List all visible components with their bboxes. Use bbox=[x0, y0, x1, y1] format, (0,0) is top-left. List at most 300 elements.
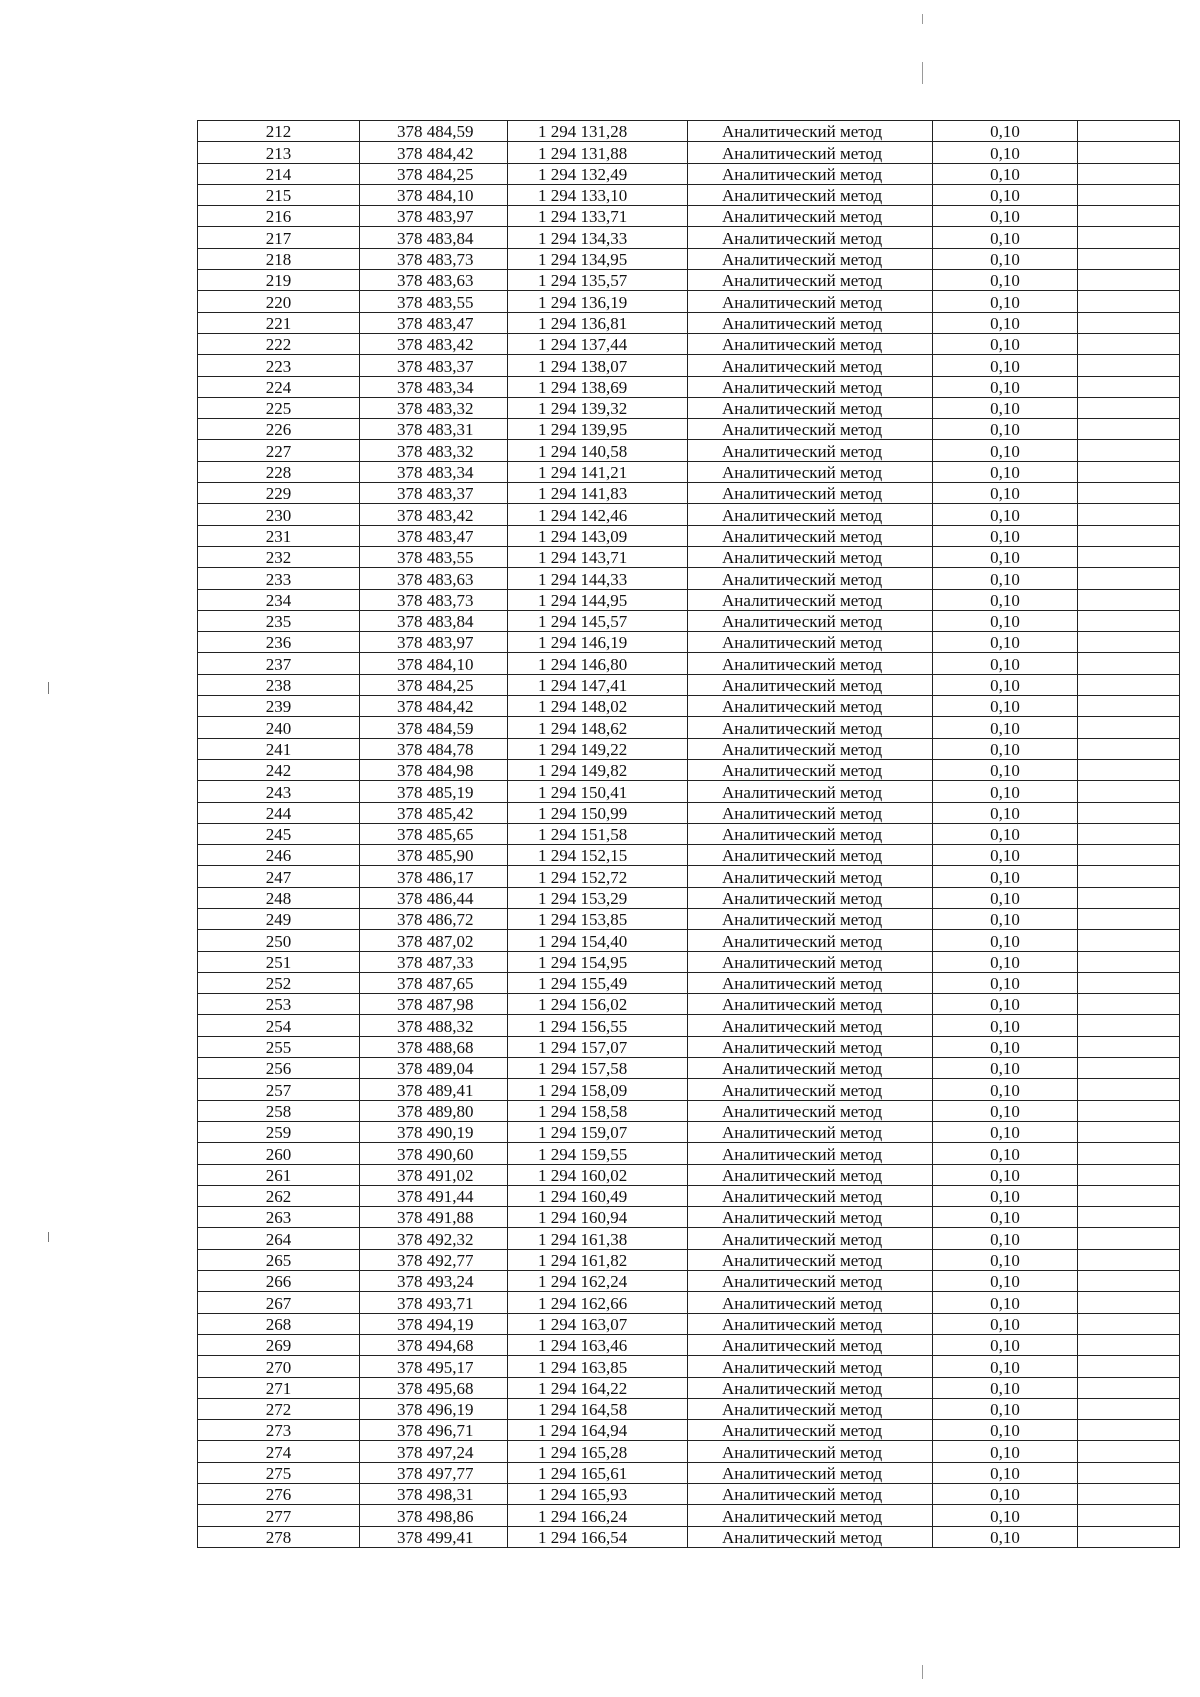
table-row bbox=[198, 781, 1180, 802]
method-cell: Аналитический метод bbox=[688, 802, 933, 823]
empty-cell bbox=[1078, 1398, 1180, 1419]
point-number-cell: 233 bbox=[198, 568, 360, 589]
empty-cell bbox=[1078, 674, 1180, 695]
point-number-cell: 259 bbox=[198, 1121, 360, 1142]
error-cell: 0,10 bbox=[933, 1313, 1078, 1334]
method-cell: Аналитический метод bbox=[688, 674, 933, 695]
method-cell: Аналитический метод bbox=[688, 1164, 933, 1185]
method-cell: Аналитический метод bbox=[688, 1121, 933, 1142]
x-coordinate-cell: 378 483,55 bbox=[360, 291, 508, 312]
empty-cell bbox=[1078, 1058, 1180, 1079]
y-coordinate-cell: 1 294 156,02 bbox=[508, 994, 688, 1015]
y-coordinate-cell: 1 294 133,10 bbox=[508, 184, 688, 205]
error-cell: 0,10 bbox=[933, 930, 1078, 951]
y-coordinate-cell: 1 294 131,88 bbox=[508, 142, 688, 163]
point-number-cell: 245 bbox=[198, 823, 360, 844]
point-number-cell: 275 bbox=[198, 1462, 360, 1483]
empty-cell bbox=[1078, 1185, 1180, 1206]
table-row bbox=[198, 312, 1180, 333]
x-coordinate-cell: 378 491,44 bbox=[360, 1185, 508, 1206]
y-coordinate-cell: 1 294 149,22 bbox=[508, 738, 688, 759]
empty-cell bbox=[1078, 1484, 1180, 1505]
x-coordinate-cell: 378 487,02 bbox=[360, 930, 508, 951]
error-cell: 0,10 bbox=[933, 738, 1078, 759]
x-coordinate-cell: 378 483,37 bbox=[360, 483, 508, 504]
method-cell: Аналитический метод bbox=[688, 1420, 933, 1441]
point-number-cell: 274 bbox=[198, 1441, 360, 1462]
method-cell: Аналитический метод bbox=[688, 546, 933, 567]
y-coordinate-cell: 1 294 152,15 bbox=[508, 845, 688, 866]
error-cell: 0,10 bbox=[933, 589, 1078, 610]
point-number-cell: 264 bbox=[198, 1228, 360, 1249]
point-number-cell: 235 bbox=[198, 610, 360, 631]
table-row bbox=[198, 759, 1180, 780]
x-coordinate-cell: 378 483,47 bbox=[360, 525, 508, 546]
error-cell: 0,10 bbox=[933, 696, 1078, 717]
method-cell: Аналитический метод bbox=[688, 866, 933, 887]
x-coordinate-cell: 378 496,71 bbox=[360, 1420, 508, 1441]
empty-cell bbox=[1078, 1356, 1180, 1377]
point-number-cell: 216 bbox=[198, 206, 360, 227]
method-cell: Аналитический метод bbox=[688, 206, 933, 227]
point-number-cell: 237 bbox=[198, 653, 360, 674]
table-row bbox=[198, 355, 1180, 376]
empty-cell bbox=[1078, 781, 1180, 802]
x-coordinate-cell: 378 490,19 bbox=[360, 1121, 508, 1142]
table-row bbox=[198, 1228, 1180, 1249]
error-cell: 0,10 bbox=[933, 972, 1078, 993]
x-coordinate-cell: 378 488,68 bbox=[360, 1036, 508, 1057]
y-coordinate-cell: 1 294 138,69 bbox=[508, 376, 688, 397]
empty-cell bbox=[1078, 866, 1180, 887]
table-row bbox=[198, 1462, 1180, 1483]
table-row bbox=[198, 376, 1180, 397]
point-number-cell: 231 bbox=[198, 525, 360, 546]
error-cell: 0,10 bbox=[933, 951, 1078, 972]
x-coordinate-cell: 378 498,31 bbox=[360, 1484, 508, 1505]
y-coordinate-cell: 1 294 164,58 bbox=[508, 1398, 688, 1419]
method-cell: Аналитический метод bbox=[688, 759, 933, 780]
error-cell: 0,10 bbox=[933, 1143, 1078, 1164]
point-number-cell: 273 bbox=[198, 1420, 360, 1441]
point-number-cell: 219 bbox=[198, 270, 360, 291]
y-coordinate-cell: 1 294 158,09 bbox=[508, 1079, 688, 1100]
x-coordinate-cell: 378 499,41 bbox=[360, 1526, 508, 1547]
error-cell: 0,10 bbox=[933, 1484, 1078, 1505]
table-row bbox=[198, 994, 1180, 1015]
point-number-cell: 260 bbox=[198, 1143, 360, 1164]
y-coordinate-cell: 1 294 161,38 bbox=[508, 1228, 688, 1249]
x-coordinate-cell: 378 486,72 bbox=[360, 908, 508, 929]
point-number-cell: 248 bbox=[198, 887, 360, 908]
y-coordinate-cell: 1 294 163,85 bbox=[508, 1356, 688, 1377]
point-number-cell: 266 bbox=[198, 1271, 360, 1292]
x-coordinate-cell: 378 484,10 bbox=[360, 653, 508, 674]
empty-cell bbox=[1078, 419, 1180, 440]
x-coordinate-cell: 378 497,77 bbox=[360, 1462, 508, 1483]
method-cell: Аналитический метод bbox=[688, 397, 933, 418]
point-number-cell: 263 bbox=[198, 1207, 360, 1228]
x-coordinate-cell: 378 484,78 bbox=[360, 738, 508, 759]
y-coordinate-cell: 1 294 148,02 bbox=[508, 696, 688, 717]
y-coordinate-cell: 1 294 150,41 bbox=[508, 781, 688, 802]
point-number-cell: 212 bbox=[198, 121, 360, 142]
error-cell: 0,10 bbox=[933, 1036, 1078, 1057]
point-number-cell: 251 bbox=[198, 951, 360, 972]
empty-cell bbox=[1078, 589, 1180, 610]
table-row bbox=[198, 972, 1180, 993]
point-number-cell: 229 bbox=[198, 483, 360, 504]
x-coordinate-cell: 378 483,63 bbox=[360, 568, 508, 589]
empty-cell bbox=[1078, 845, 1180, 866]
method-cell: Аналитический метод bbox=[688, 142, 933, 163]
empty-cell bbox=[1078, 951, 1180, 972]
table-row bbox=[198, 908, 1180, 929]
empty-cell bbox=[1078, 759, 1180, 780]
error-cell: 0,10 bbox=[933, 1185, 1078, 1206]
y-coordinate-cell: 1 294 153,85 bbox=[508, 908, 688, 929]
x-coordinate-cell: 378 491,02 bbox=[360, 1164, 508, 1185]
x-coordinate-cell: 378 497,24 bbox=[360, 1441, 508, 1462]
y-coordinate-cell: 1 294 141,83 bbox=[508, 483, 688, 504]
error-cell: 0,10 bbox=[933, 1228, 1078, 1249]
point-number-cell: 253 bbox=[198, 994, 360, 1015]
method-cell: Аналитический метод bbox=[688, 1249, 933, 1270]
table-row bbox=[198, 823, 1180, 844]
table-row bbox=[198, 568, 1180, 589]
y-coordinate-cell: 1 294 157,58 bbox=[508, 1058, 688, 1079]
x-coordinate-cell: 378 484,42 bbox=[360, 142, 508, 163]
coordinates-table-body bbox=[198, 121, 1180, 1548]
x-coordinate-cell: 378 483,97 bbox=[360, 632, 508, 653]
error-cell: 0,10 bbox=[933, 248, 1078, 269]
x-coordinate-cell: 378 483,97 bbox=[360, 206, 508, 227]
empty-cell bbox=[1078, 1143, 1180, 1164]
x-coordinate-cell: 378 483,32 bbox=[360, 440, 508, 461]
point-number-cell: 223 bbox=[198, 355, 360, 376]
y-coordinate-cell: 1 294 159,55 bbox=[508, 1143, 688, 1164]
empty-cell bbox=[1078, 355, 1180, 376]
empty-cell bbox=[1078, 908, 1180, 929]
x-coordinate-cell: 378 483,31 bbox=[360, 419, 508, 440]
table-row bbox=[198, 461, 1180, 482]
method-cell: Аналитический метод bbox=[688, 440, 933, 461]
point-number-cell: 249 bbox=[198, 908, 360, 929]
error-cell: 0,10 bbox=[933, 1058, 1078, 1079]
x-coordinate-cell: 378 488,32 bbox=[360, 1015, 508, 1036]
method-cell: Аналитический метод bbox=[688, 1313, 933, 1334]
empty-cell bbox=[1078, 1441, 1180, 1462]
table-row bbox=[198, 1526, 1180, 1547]
table-row bbox=[198, 419, 1180, 440]
x-coordinate-cell: 378 489,04 bbox=[360, 1058, 508, 1079]
x-coordinate-cell: 378 484,10 bbox=[360, 184, 508, 205]
point-number-cell: 234 bbox=[198, 589, 360, 610]
error-cell: 0,10 bbox=[933, 1334, 1078, 1355]
method-cell: Аналитический метод bbox=[688, 1271, 933, 1292]
y-coordinate-cell: 1 294 157,07 bbox=[508, 1036, 688, 1057]
y-coordinate-cell: 1 294 146,80 bbox=[508, 653, 688, 674]
empty-cell bbox=[1078, 972, 1180, 993]
empty-cell bbox=[1078, 610, 1180, 631]
empty-cell bbox=[1078, 738, 1180, 759]
table-row bbox=[198, 1036, 1180, 1057]
table-row bbox=[198, 1271, 1180, 1292]
y-coordinate-cell: 1 294 158,58 bbox=[508, 1100, 688, 1121]
method-cell: Аналитический метод bbox=[688, 1292, 933, 1313]
method-cell: Аналитический метод bbox=[688, 1462, 933, 1483]
empty-cell bbox=[1078, 1313, 1180, 1334]
coordinates-table bbox=[197, 120, 1180, 1548]
y-coordinate-cell: 1 294 132,49 bbox=[508, 163, 688, 184]
method-cell: Аналитический метод bbox=[688, 121, 933, 142]
y-coordinate-cell: 1 294 131,28 bbox=[508, 121, 688, 142]
table-row bbox=[198, 1334, 1180, 1355]
x-coordinate-cell: 378 494,68 bbox=[360, 1334, 508, 1355]
method-cell: Аналитический метод bbox=[688, 270, 933, 291]
method-cell: Аналитический метод bbox=[688, 610, 933, 631]
point-number-cell: 226 bbox=[198, 419, 360, 440]
method-cell: Аналитический метод bbox=[688, 376, 933, 397]
point-number-cell: 277 bbox=[198, 1505, 360, 1526]
scan-speck bbox=[922, 62, 923, 84]
point-number-cell: 221 bbox=[198, 312, 360, 333]
point-number-cell: 217 bbox=[198, 227, 360, 248]
error-cell: 0,10 bbox=[933, 823, 1078, 844]
empty-cell bbox=[1078, 270, 1180, 291]
point-number-cell: 225 bbox=[198, 397, 360, 418]
x-coordinate-cell: 378 485,42 bbox=[360, 802, 508, 823]
method-cell: Аналитический метод bbox=[688, 419, 933, 440]
y-coordinate-cell: 1 294 165,28 bbox=[508, 1441, 688, 1462]
error-cell: 0,10 bbox=[933, 1207, 1078, 1228]
error-cell: 0,10 bbox=[933, 312, 1078, 333]
y-coordinate-cell: 1 294 144,33 bbox=[508, 568, 688, 589]
empty-cell bbox=[1078, 504, 1180, 525]
x-coordinate-cell: 378 483,73 bbox=[360, 589, 508, 610]
table-row bbox=[198, 674, 1180, 695]
table-row bbox=[198, 1377, 1180, 1398]
y-coordinate-cell: 1 294 152,72 bbox=[508, 866, 688, 887]
error-cell: 0,10 bbox=[933, 142, 1078, 163]
empty-cell bbox=[1078, 1164, 1180, 1185]
empty-cell bbox=[1078, 1292, 1180, 1313]
empty-cell bbox=[1078, 1420, 1180, 1441]
method-cell: Аналитический метод bbox=[688, 1058, 933, 1079]
error-cell: 0,10 bbox=[933, 568, 1078, 589]
y-coordinate-cell: 1 294 163,07 bbox=[508, 1313, 688, 1334]
point-number-cell: 271 bbox=[198, 1377, 360, 1398]
empty-cell bbox=[1078, 1121, 1180, 1142]
y-coordinate-cell: 1 294 160,02 bbox=[508, 1164, 688, 1185]
x-coordinate-cell: 378 485,19 bbox=[360, 781, 508, 802]
point-number-cell: 255 bbox=[198, 1036, 360, 1057]
error-cell: 0,10 bbox=[933, 674, 1078, 695]
point-number-cell: 246 bbox=[198, 845, 360, 866]
error-cell: 0,10 bbox=[933, 1271, 1078, 1292]
empty-cell bbox=[1078, 632, 1180, 653]
empty-cell bbox=[1078, 142, 1180, 163]
method-cell: Аналитический метод bbox=[688, 163, 933, 184]
method-cell: Аналитический метод bbox=[688, 1334, 933, 1355]
table-row bbox=[198, 589, 1180, 610]
error-cell: 0,10 bbox=[933, 1420, 1078, 1441]
empty-cell bbox=[1078, 1015, 1180, 1036]
table-row bbox=[198, 206, 1180, 227]
error-cell: 0,10 bbox=[933, 1164, 1078, 1185]
empty-cell bbox=[1078, 1334, 1180, 1355]
y-coordinate-cell: 1 294 134,33 bbox=[508, 227, 688, 248]
table-row bbox=[198, 270, 1180, 291]
x-coordinate-cell: 378 495,68 bbox=[360, 1377, 508, 1398]
y-coordinate-cell: 1 294 146,19 bbox=[508, 632, 688, 653]
x-coordinate-cell: 378 487,98 bbox=[360, 994, 508, 1015]
table-row bbox=[198, 1164, 1180, 1185]
x-coordinate-cell: 378 494,19 bbox=[360, 1313, 508, 1334]
error-cell: 0,10 bbox=[933, 483, 1078, 504]
method-cell: Аналитический метод bbox=[688, 1185, 933, 1206]
x-coordinate-cell: 378 483,84 bbox=[360, 227, 508, 248]
method-cell: Аналитический метод bbox=[688, 1143, 933, 1164]
point-number-cell: 256 bbox=[198, 1058, 360, 1079]
empty-cell bbox=[1078, 653, 1180, 674]
empty-cell bbox=[1078, 1036, 1180, 1057]
table-row bbox=[198, 1207, 1180, 1228]
table-row bbox=[198, 1121, 1180, 1142]
x-coordinate-cell: 378 496,19 bbox=[360, 1398, 508, 1419]
method-cell: Аналитический метод bbox=[688, 483, 933, 504]
empty-cell bbox=[1078, 1207, 1180, 1228]
error-cell: 0,10 bbox=[933, 1249, 1078, 1270]
point-number-cell: 232 bbox=[198, 546, 360, 567]
table-row bbox=[198, 866, 1180, 887]
point-number-cell: 262 bbox=[198, 1185, 360, 1206]
x-coordinate-cell: 378 484,98 bbox=[360, 759, 508, 780]
table-row bbox=[198, 1249, 1180, 1270]
method-cell: Аналитический метод bbox=[688, 632, 933, 653]
y-coordinate-cell: 1 294 164,22 bbox=[508, 1377, 688, 1398]
y-coordinate-cell: 1 294 141,21 bbox=[508, 461, 688, 482]
scan-speck bbox=[922, 1665, 923, 1679]
empty-cell bbox=[1078, 696, 1180, 717]
method-cell: Аналитический метод bbox=[688, 1015, 933, 1036]
table-row bbox=[198, 440, 1180, 461]
point-number-cell: 250 bbox=[198, 930, 360, 951]
scan-speck bbox=[48, 682, 49, 694]
point-number-cell: 276 bbox=[198, 1484, 360, 1505]
method-cell: Аналитический метод bbox=[688, 908, 933, 929]
x-coordinate-cell: 378 493,71 bbox=[360, 1292, 508, 1313]
method-cell: Аналитический метод bbox=[688, 1207, 933, 1228]
method-cell: Аналитический метод bbox=[688, 312, 933, 333]
empty-cell bbox=[1078, 717, 1180, 738]
method-cell: Аналитический метод bbox=[688, 1505, 933, 1526]
x-coordinate-cell: 378 498,86 bbox=[360, 1505, 508, 1526]
table-row bbox=[198, 1015, 1180, 1036]
empty-cell bbox=[1078, 1526, 1180, 1547]
y-coordinate-cell: 1 294 161,82 bbox=[508, 1249, 688, 1270]
table-row bbox=[198, 632, 1180, 653]
table-row bbox=[198, 1398, 1180, 1419]
y-coordinate-cell: 1 294 139,95 bbox=[508, 419, 688, 440]
empty-cell bbox=[1078, 461, 1180, 482]
method-cell: Аналитический метод bbox=[688, 951, 933, 972]
y-coordinate-cell: 1 294 136,19 bbox=[508, 291, 688, 312]
error-cell: 0,10 bbox=[933, 1526, 1078, 1547]
table-row bbox=[198, 121, 1180, 142]
table-row bbox=[198, 951, 1180, 972]
point-number-cell: 258 bbox=[198, 1100, 360, 1121]
x-coordinate-cell: 378 483,84 bbox=[360, 610, 508, 631]
table-row bbox=[198, 227, 1180, 248]
table-row bbox=[198, 142, 1180, 163]
x-coordinate-cell: 378 484,59 bbox=[360, 121, 508, 142]
method-cell: Аналитический метод bbox=[688, 248, 933, 269]
empty-cell bbox=[1078, 994, 1180, 1015]
empty-cell bbox=[1078, 802, 1180, 823]
error-cell: 0,10 bbox=[933, 1292, 1078, 1313]
error-cell: 0,10 bbox=[933, 397, 1078, 418]
error-cell: 0,10 bbox=[933, 333, 1078, 354]
y-coordinate-cell: 1 294 160,94 bbox=[508, 1207, 688, 1228]
table-row bbox=[198, 738, 1180, 759]
empty-cell bbox=[1078, 206, 1180, 227]
y-coordinate-cell: 1 294 162,66 bbox=[508, 1292, 688, 1313]
error-cell: 0,10 bbox=[933, 866, 1078, 887]
point-number-cell: 252 bbox=[198, 972, 360, 993]
point-number-cell: 239 bbox=[198, 696, 360, 717]
empty-cell bbox=[1078, 1079, 1180, 1100]
error-cell: 0,10 bbox=[933, 376, 1078, 397]
y-coordinate-cell: 1 294 163,46 bbox=[508, 1334, 688, 1355]
error-cell: 0,10 bbox=[933, 994, 1078, 1015]
empty-cell bbox=[1078, 525, 1180, 546]
error-cell: 0,10 bbox=[933, 525, 1078, 546]
point-number-cell: 272 bbox=[198, 1398, 360, 1419]
empty-cell bbox=[1078, 1377, 1180, 1398]
method-cell: Аналитический метод bbox=[688, 1036, 933, 1057]
empty-cell bbox=[1078, 312, 1180, 333]
table-row bbox=[198, 802, 1180, 823]
table-row bbox=[198, 397, 1180, 418]
method-cell: Аналитический метод bbox=[688, 1398, 933, 1419]
empty-cell bbox=[1078, 333, 1180, 354]
table-row bbox=[198, 1292, 1180, 1313]
table-row bbox=[198, 1505, 1180, 1526]
x-coordinate-cell: 378 485,90 bbox=[360, 845, 508, 866]
empty-cell bbox=[1078, 887, 1180, 908]
method-cell: Аналитический метод bbox=[688, 738, 933, 759]
x-coordinate-cell: 378 484,25 bbox=[360, 674, 508, 695]
point-number-cell: 254 bbox=[198, 1015, 360, 1036]
y-coordinate-cell: 1 294 149,82 bbox=[508, 759, 688, 780]
method-cell: Аналитический метод bbox=[688, 589, 933, 610]
table-row bbox=[198, 1484, 1180, 1505]
error-cell: 0,10 bbox=[933, 355, 1078, 376]
table-row bbox=[198, 1420, 1180, 1441]
method-cell: Аналитический метод bbox=[688, 184, 933, 205]
method-cell: Аналитический метод bbox=[688, 291, 933, 312]
empty-cell bbox=[1078, 184, 1180, 205]
method-cell: Аналитический метод bbox=[688, 1079, 933, 1100]
empty-cell bbox=[1078, 483, 1180, 504]
point-number-cell: 268 bbox=[198, 1313, 360, 1334]
y-coordinate-cell: 1 294 150,99 bbox=[508, 802, 688, 823]
x-coordinate-cell: 378 495,17 bbox=[360, 1356, 508, 1377]
method-cell: Аналитический метод bbox=[688, 568, 933, 589]
point-number-cell: 243 bbox=[198, 781, 360, 802]
y-coordinate-cell: 1 294 137,44 bbox=[508, 333, 688, 354]
